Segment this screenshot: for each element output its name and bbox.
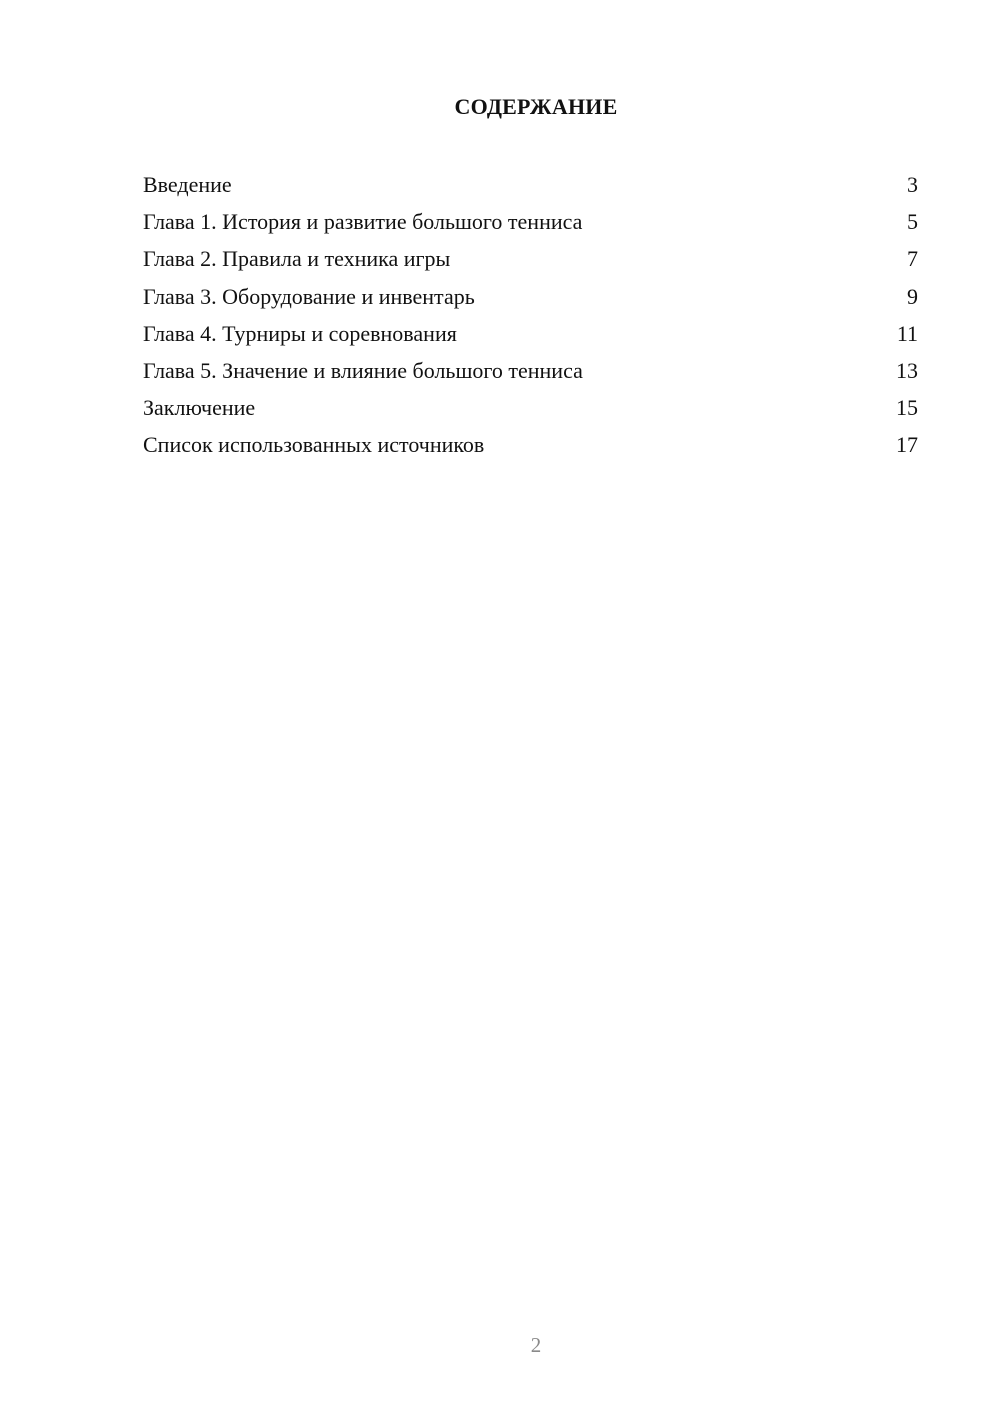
toc-entry-page: 9 xyxy=(907,283,918,309)
table-of-contents xyxy=(143,168,918,466)
toc-entry-label: Глава 4. Турниры и соревнования xyxy=(143,320,457,346)
toc-entry-chapter-5[interactable] xyxy=(143,354,918,391)
toc-entry-label: Глава 3. Оборудование и инвентарь xyxy=(143,283,475,309)
page-number: 2 xyxy=(530,1333,542,1357)
toc-entry-conclusion[interactable] xyxy=(143,391,918,428)
toc-entry-references[interactable] xyxy=(143,428,918,465)
toc-entry-chapter-3[interactable] xyxy=(143,280,918,317)
toc-entry-page: 11 xyxy=(896,320,918,346)
toc-entry-page: 7 xyxy=(907,246,918,272)
toc-entry-label: Глава 1. История и развитие большого тенниса xyxy=(143,209,583,235)
toc-entry-chapter-4[interactable] xyxy=(143,317,918,354)
toc-entry-chapter-1[interactable] xyxy=(143,205,918,242)
toc-entry-label: Глава 5. Значение и влияние большого тенниса xyxy=(143,357,583,383)
toc-entry-label: Список использованных источников xyxy=(143,432,485,458)
toc-entry-page: 17 xyxy=(896,432,918,458)
toc-entry-page: 5 xyxy=(907,209,918,235)
toc-entry-page: 15 xyxy=(896,395,918,421)
toc-entry-label: Введение xyxy=(143,172,232,197)
toc-entry-introduction[interactable] xyxy=(143,168,918,205)
toc-entry-page: 13 xyxy=(896,357,918,383)
toc-entry-label: Заключение xyxy=(143,395,256,421)
toc-entry-page: 3 xyxy=(907,172,918,197)
toc-title: СОДЕРЖАНИЕ xyxy=(454,94,618,119)
toc-entry-chapter-2[interactable] xyxy=(143,242,918,279)
toc-entry-label: Глава 2. Правила и техника игры xyxy=(143,246,451,272)
